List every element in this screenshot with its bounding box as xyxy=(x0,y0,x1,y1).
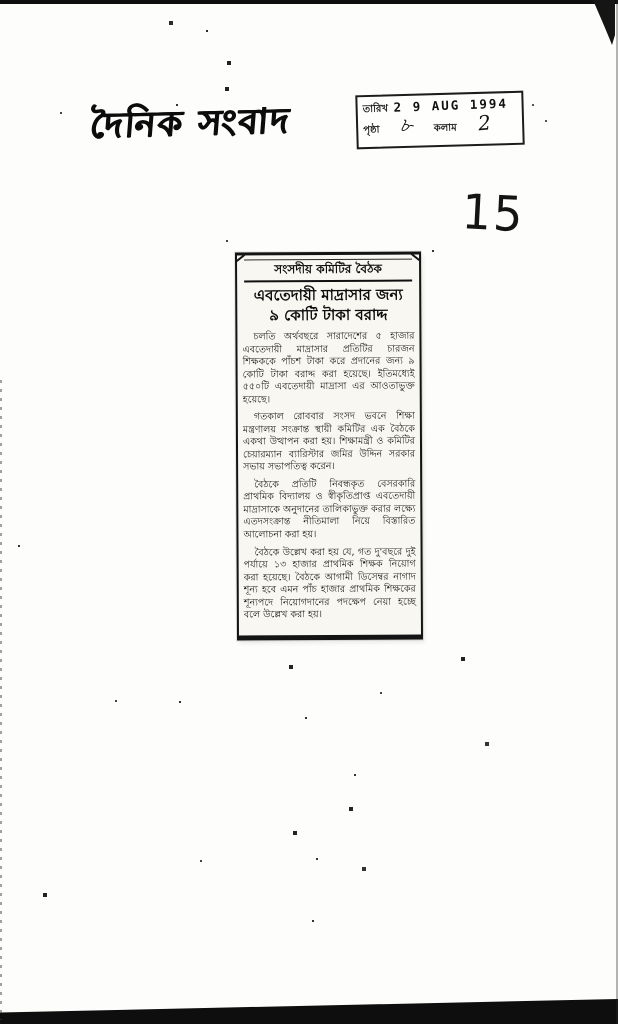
article-kicker: সংসদীয় কমিটির বৈঠক xyxy=(244,259,412,283)
stamp-page-label: পৃষ্ঠা xyxy=(363,124,380,137)
stamp-date-label: তারিখ xyxy=(362,103,389,116)
article-paragraph: বৈঠকে প্রতিটি নিবন্ধকৃত বেসরকারি প্রাথমিক বিদ্যালয় ও স্বীকৃতিপ্রাপ্ত এবতেদায়ী মাদ্রাসাকে অনুদানের তালিকাভুক্ত করার লক্ষ্যে এতদসংক্রান্ত নীতিমালা নিয়ে বিস্তারিত আলোচনা করা হয়। xyxy=(243,478,416,541)
article-paragraph: বৈঠকে উল্লেখ করা হয় যে, গত দু'বছরে দুই পর্যায়ে ১৩ হাজার প্রাথমিক শিক্ষক নিয়োগ করা হয়েছে। বৈঠকে আগামী ডিসেম্বর নাগাদ শূন্য হবে এমন পাঁচ হাজার প্রাথমিক শিক্ষকের শূন্যপদে নিয়োগদানের পদক্ষেপ নেয়া হচ্ছে বলে উল্লেখ করা হয়। xyxy=(243,546,416,621)
scan-edge-left xyxy=(0,380,2,1020)
newspaper-masthead: দৈনিক সংবাদ xyxy=(88,101,292,147)
scan-noise-specks xyxy=(0,0,2,2)
page-corner-curl-mark xyxy=(586,0,616,50)
news-clipping xyxy=(235,252,423,641)
stamp-page-column-row xyxy=(363,110,518,145)
article-headline xyxy=(242,286,414,326)
stamp-page-handwritten-value: ৮ xyxy=(397,113,415,139)
stamp-column-handwritten-value: 2 xyxy=(477,110,493,136)
archive-stamp-box xyxy=(355,91,524,150)
article-paragraph: গতকাল রোববার সংসদ ভবনে শিক্ষা মন্ত্রণালয় সংক্রান্ত স্থায়ী কমিটির এক বৈঠকে একথা উত্থাপন করা হয়। শিক্ষামন্ত্রী ও কমিটির চেয়ারম্যান ব্যারিস্টার জমির উদ্দিন সরকার সভায় সভাপতিত্ব করেন। xyxy=(242,410,416,473)
headline-line-1: এবতেদায়ী মাদ্রাসার জন্য xyxy=(253,285,403,305)
scan-edge-bottom xyxy=(0,992,618,1024)
article-body xyxy=(242,331,416,623)
handwritten-folio-number: 15 xyxy=(460,183,526,243)
article-paragraph: চলতি অর্থবছরে সারাদেশের ৫ হাজার এবতেদায়ী মাদ্রাসার প্রতিটির চারজন শিক্ষককে পাঁচশ টাকা করে প্রদানের জন্য ৯ কোটি টাকা বরাদ্দ করা হয়েছে। ইতিমধ্যেই ৫৫০টি এবতেদায়ী মাদ্রাসা এর আওতাভুক্ত হয়েছে। xyxy=(242,330,415,406)
scan-edge-top xyxy=(0,0,618,4)
stamp-date-value: 2 9 AUG 1994 xyxy=(393,95,509,115)
headline-line-2: ৯ কোটি টাকা বরাদ্দ xyxy=(269,305,388,324)
stamp-column-label: কলাম xyxy=(433,122,457,135)
clipping-corner-mark-right xyxy=(411,253,422,262)
